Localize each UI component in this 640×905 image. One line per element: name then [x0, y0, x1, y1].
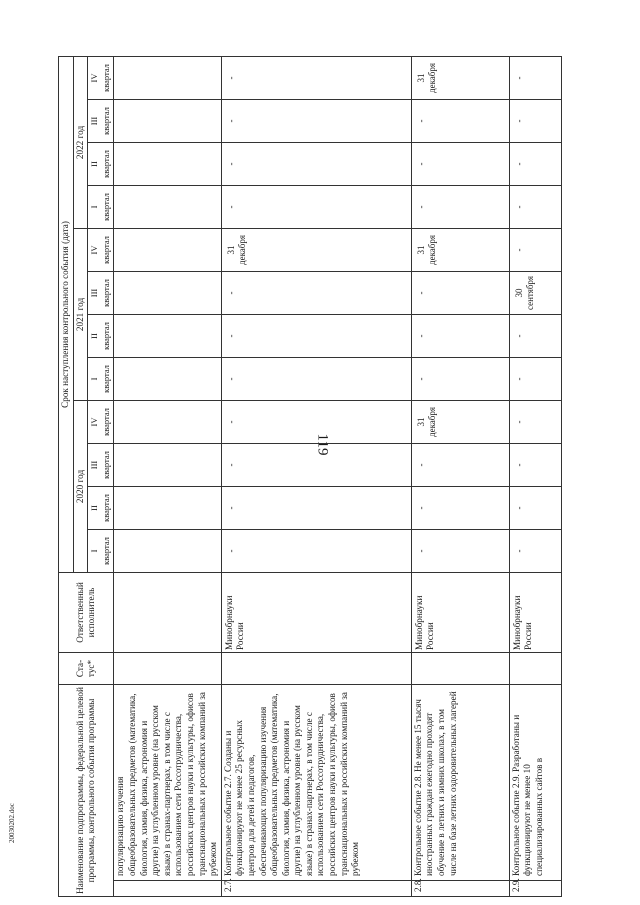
- quarter-word: квартал: [100, 279, 111, 307]
- table-row: [221, 56, 411, 896]
- header-responsible: Ответственный исполнитель: [59, 572, 114, 652]
- quarter-date: -: [221, 400, 411, 443]
- quarter-date: [114, 99, 221, 142]
- document-footer: 20030202.doc: [8, 803, 16, 843]
- quarter-word: квартал: [100, 365, 111, 393]
- quarter-word: квартал: [100, 537, 111, 565]
- quarter-number: IV: [89, 245, 100, 255]
- row-responsible: Минобрнауки России: [509, 572, 561, 652]
- quarter-date: -: [221, 142, 411, 185]
- quarter-date: -: [221, 443, 411, 486]
- quarter-word: квартал: [100, 236, 111, 264]
- quarter-number: II: [89, 505, 100, 511]
- quarter-word: квартал: [100, 494, 111, 522]
- quarter-date: -: [509, 314, 561, 357]
- header-quarter: [88, 185, 114, 228]
- quarter-date: 31 декабря: [411, 400, 509, 443]
- quarter-date: 31 декабря: [411, 56, 509, 99]
- row-responsible: Минобрнауки России: [221, 572, 411, 652]
- quarter-number: I: [89, 205, 100, 209]
- row-number: 2.7.: [221, 881, 411, 897]
- quarter-date: -: [411, 529, 509, 572]
- quarter-date: -: [411, 99, 509, 142]
- header-year-2021: 2021 год: [73, 228, 88, 400]
- quarter-date: -: [509, 486, 561, 529]
- quarter-date: -: [509, 443, 561, 486]
- quarter-date: -: [509, 357, 561, 400]
- quarter-number: III: [89, 116, 100, 126]
- row-status: [114, 652, 221, 684]
- header-quarter: [88, 142, 114, 185]
- quarter-word: квартал: [100, 107, 111, 135]
- quarter-date: -: [509, 185, 561, 228]
- quarter-date: [114, 443, 221, 486]
- header-quarter: [88, 529, 114, 572]
- header-quarter: [88, 56, 114, 99]
- quarter-date: 31 декабря: [411, 228, 509, 271]
- quarter-date: -: [221, 357, 411, 400]
- row-status: [221, 652, 411, 684]
- quarter-date: -: [509, 400, 561, 443]
- header-status: Ста-тус*: [59, 652, 114, 684]
- header-quarter: [88, 443, 114, 486]
- header-quarter: [88, 271, 114, 314]
- quarter-date: -: [509, 228, 561, 271]
- quarter-date: -: [509, 142, 561, 185]
- quarter-number: III: [89, 460, 100, 470]
- row-status: [509, 652, 561, 684]
- rotated-page: [58, 57, 593, 897]
- row-responsible: Минобрнауки России: [411, 572, 509, 652]
- quarter-word: квартал: [100, 322, 111, 350]
- quarter-date: -: [221, 486, 411, 529]
- quarter-date: -: [411, 357, 509, 400]
- row-responsible: [114, 572, 221, 652]
- row-number: [114, 881, 221, 897]
- quarter-number: II: [89, 161, 100, 167]
- quarter-number: IV: [89, 73, 100, 83]
- quarter-date: -: [411, 486, 509, 529]
- quarter-number: II: [89, 333, 100, 339]
- quarter-date: -: [411, 142, 509, 185]
- header-deadline: Срок наступления контрольного события (дата): [59, 56, 74, 572]
- row-status: [411, 652, 509, 684]
- quarter-date: -: [221, 99, 411, 142]
- quarter-date: -: [411, 185, 509, 228]
- header-quarter: [88, 486, 114, 529]
- quarter-number: I: [89, 549, 100, 553]
- quarter-number: IV: [89, 417, 100, 427]
- header-quarter: [88, 357, 114, 400]
- quarter-date: -: [221, 185, 411, 228]
- header-quarter: [88, 314, 114, 357]
- quarter-date: -: [509, 99, 561, 142]
- quarter-date: -: [221, 271, 411, 314]
- row-name: Контрольное событие 2.8. Не менее 15 тысяч иностранных граждан ежегодно проходят обучение в летних и зимних школах, в том числе на базе летних оздоровительных лагерей: [411, 684, 509, 880]
- row-name: Контрольное событие 2.9. Разработаны и функционируют не менее 10 специализированных сайтов в: [509, 684, 561, 880]
- quarter-word: квартал: [100, 64, 111, 92]
- quarter-date: [114, 142, 221, 185]
- quarter-date: 30 сентября: [509, 271, 561, 314]
- quarter-date: -: [411, 314, 509, 357]
- quarter-word: квартал: [100, 150, 111, 178]
- quarter-date: [114, 271, 221, 314]
- table-row: [411, 56, 509, 896]
- quarter-date: [114, 228, 221, 271]
- quarter-date: -: [221, 56, 411, 99]
- quarter-date: [114, 56, 221, 99]
- quarter-date: [114, 185, 221, 228]
- row-number: 2.9.: [509, 881, 561, 897]
- quarter-date: [114, 486, 221, 529]
- quarter-date: -: [221, 314, 411, 357]
- page-number: 119: [314, 433, 331, 456]
- quarter-word: квартал: [100, 408, 111, 436]
- quarter-date: [114, 357, 221, 400]
- quarter-date: [114, 314, 221, 357]
- table-row: [114, 56, 221, 896]
- quarter-date: [114, 529, 221, 572]
- quarter-word: квартал: [100, 451, 111, 479]
- table-row: [509, 56, 561, 896]
- control-events-table: [58, 56, 562, 897]
- header-quarter: [88, 99, 114, 142]
- quarter-date: -: [221, 529, 411, 572]
- header-quarter: [88, 228, 114, 271]
- row-number: 2.8.: [411, 881, 509, 897]
- quarter-number: III: [89, 288, 100, 298]
- header-name: Наименование подпрограммы, федеральной целевой программы, контрольного события программы: [59, 684, 114, 896]
- header-quarter: [88, 400, 114, 443]
- header-year-2020: 2020 год: [73, 400, 88, 572]
- quarter-number: I: [89, 377, 100, 381]
- row-name: популяризацию изучения общеобразовательных предметов (математика, биология, химия, физика, астрономия и другие) на углубленном уровне (на русском языке) в странах-партнерах, в том числе с использованием сети Россотрудничества, российских центров науки и культуры, офисов транснациональных и российских компаний за рубежом: [114, 684, 221, 880]
- quarter-date: -: [509, 529, 561, 572]
- quarter-date: -: [411, 271, 509, 314]
- row-name: Контрольное событие 2.7. Созданы и функционируют не менее 25 ресурсных центров для детей и педагогов, обеспечивающих популяризацию изучения общеобразовательных предметов (математика, биология, химия, физика, астрономия и другие) на углубленном уровне (на русском языке) в странах-партнерах, в том числе с использованием сети Россотрудничества, российских центров науки и культуры, офисов транснациональных и российских компаний за рубежом: [221, 684, 411, 880]
- quarter-date: -: [509, 56, 561, 99]
- quarter-date: [114, 400, 221, 443]
- header-year-2022: 2022 год: [73, 56, 88, 228]
- quarter-date: -: [411, 443, 509, 486]
- quarter-word: квартал: [100, 193, 111, 221]
- quarter-date: 31 декабря: [221, 228, 411, 271]
